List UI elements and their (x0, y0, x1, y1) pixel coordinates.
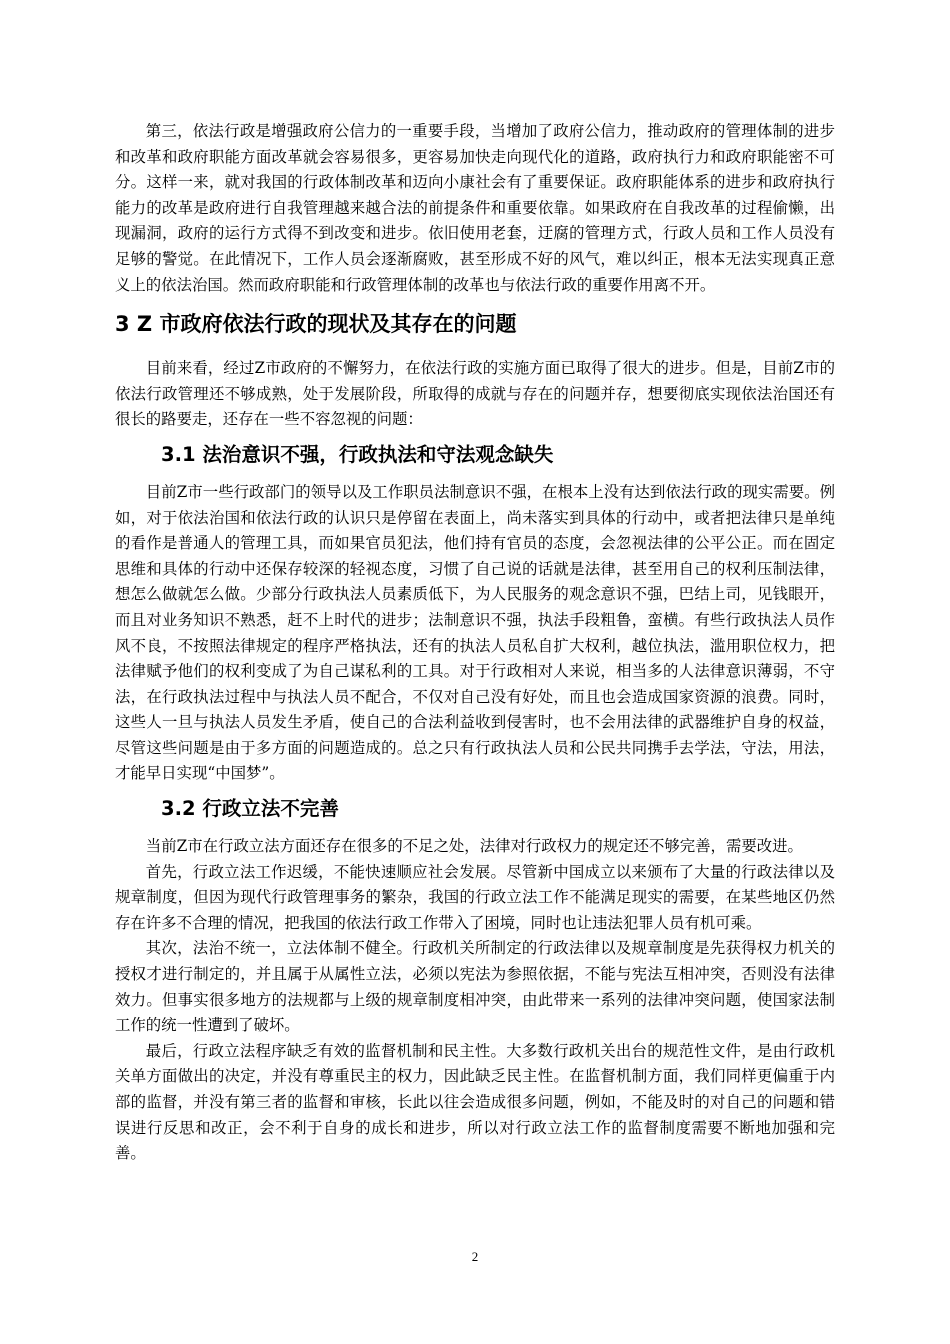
paragraph-first-point: 首先，行政立法工作迟缓，不能快速顺应社会发展。尽管新中国成立以来颁布了大量的行政法律以及规章制度，但因为现代行政管理事务的繁杂，我国的行政立法工作不能满足现实的需要，在某些地区仍然存在许多不合理的情况，把我国的依法行政工作带入了困境，同时也让违法犯罪人员有机可乘。 (115, 862, 835, 932)
paragraph-section-3-1-body: 目前Z市一些行政部门的领导以及工作职员法制意识不强，在根本上没有达到依法行政的现实需要。例如，对于依法治国和依法行政的认识只是停留在表面上，尚未落实到具体的行动中，或者把法律只是单纯的看作是普通人的管理工具，而如果官员犯法，他们持有官员的态度，会忽视法律的公平公正。而在固定思维和具体的行动中还保存较深的轻视态度，习惯了自己说的话就是法律，甚至用自己的权利压制法律，想怎么做就怎么做。少部分行政执法人员素质低下，为人民服务的观念意识不强，巴结上司，见钱眼开，而且对业务知识不熟悉，赶不上时代的进步；法制意识不强，执法手段粗鲁，蛮横。有些行政执法人员作风不良，不按照法律规定的程序严格执法，还有的执法人员私自扩大权利，越位执法，滥用职位权力，把法律赋予他们的权利变成了为自己谋私利的工具。对于行政相对人来说，相当多的人法律意识薄弱，不守法，在行政执法过程中与执法人员不配合，不仅对自己没有好处，而且也会造成国家资源的浪费。同时，这些人一旦与执法人员发生矛盾，使自己的合法利益收到侵害时，也不会用法律的武器维护自身的权益，尽管这些问题是由于多方面的问题造成的。总之只有行政执法人员和公民共同携手去学法，守法，用法，才能早日实现“中国梦”。 (115, 482, 835, 783)
paragraph-second-point: 其次，法治不统一，立法体制不健全。行政机关所制定的行政法律以及规章制度是先获得权力机关的授权才进行制定的，并且属于从属性立法，必须以宪法为参照依据，不能与宪法互相冲突，否则没有法律效力。但事实很多地方的法规都与上级的规章制度相冲突，由此带来一系列的法律冲突问题，使国家法制工作的统一性遭到了破坏。 (115, 939, 835, 1035)
document-body (115, 119, 835, 1167)
paragraph-third-point: 第三，依法行政是增强政府公信力的一重要手段，当增加了政府公信力，推动政府的管理体制的进步和改革和政府职能方面改革就会容易很多，更容易加快走向现代化的道路，政府执行力和政府职能密不可分。这样一来，就对我国的行政体制改革和迈向小康社会有了重要保证。政府职能体系的进步和政府执行能力的改革是政府进行自我管理越来越合法的前提条件和重要依靠。如果政府在自我改革的过程偷懒，出现漏洞，政府的运行方式得不到改变和进步。依旧使用老套，迂腐的管理方式，行政人员和工作人员没有足够的警觉。在此情况下，工作人员会逐渐腐败，甚至形成不好的风气，难以纠正，根本无法实现真正意义上的依法治国。然而政府职能和行政管理体制的改革也与依法行政的重要作用离不开。 (115, 122, 835, 294)
paragraph-last-point: 最后，行政立法程序缺乏有效的监督机制和民主性。大多数行政机关出台的规范性文件，是由行政机关单方面做出的决定，并没有尊重民主的权力，因此缺乏民主性。在监督机制方面，我们同样更偏重于内部的监督，并没有第三者的监督和审核，长此以往会造成很多问题，例如，不能及时的对自己的问题和错误进行反思和改正，会不利于自身的成长和进步，所以对行政立法工作的监督制度需要不断地加强和完善。 (115, 1041, 835, 1163)
subsection-heading-3-2: 3.2 行政立法不完善 (161, 797, 339, 821)
paragraph-section-3-2-intro: 当前Z市在行政立法方面还存在很多的不足之处，法律对行政权力的规定还不够完善，需要改进。 (145, 837, 803, 856)
paragraph-section-3-intro: 目前来看，经过Z市政府的不懈努力，在依法行政的实施方面已取得了很大的进步。但是，目前Z市的依法行政管理还不够成熟，处于发展阶段，所取得的成就与存在的问题并存，想要彻底实现依法治国还有很长的路要走，还存在一些不容忽视的问题： (115, 359, 835, 429)
page-number: 2 (471, 1249, 479, 1264)
section-heading-3: 3 Z 市政府依法行政的现状及其存在的问题 (115, 312, 517, 337)
subsection-heading-3-1: 3.1 法治意识不强，行政执法和守法观念缺失 (161, 442, 554, 466)
